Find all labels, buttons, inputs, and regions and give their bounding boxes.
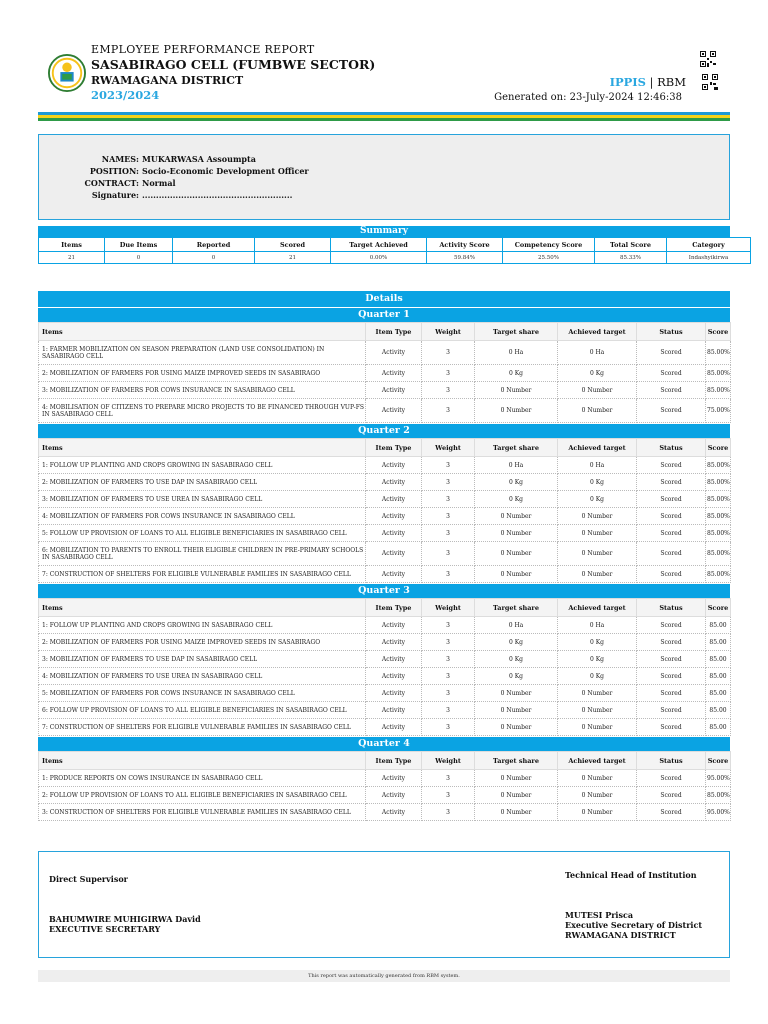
summary-header-cell: Scored <box>255 238 331 252</box>
table-cell: Scored <box>637 668 706 685</box>
table-cell: Scored <box>637 719 706 736</box>
table-cell: 85.00 <box>706 634 731 651</box>
names-label: NAMES: <box>101 154 139 164</box>
details-header-cell: Items <box>39 752 366 770</box>
table-cell: Scored <box>637 365 706 382</box>
quarter-table <box>38 751 731 821</box>
table-row <box>39 508 731 525</box>
table-cell: 0 Number <box>558 702 637 719</box>
table-cell: Activity <box>366 474 422 491</box>
details-header-cell: Target share <box>475 323 558 341</box>
table-cell: 0 Ha <box>558 341 637 365</box>
stripe-green <box>38 118 730 121</box>
table-cell: Scored <box>637 634 706 651</box>
details-header-cell: Achieved target <box>558 439 637 457</box>
signature-row <box>79 189 309 201</box>
table-cell: Activity <box>366 399 422 423</box>
summary-header-cell: Due Items <box>105 238 173 252</box>
item-description: 3: MOBILIZATION OF FARMERS TO USE UREA IN SASABIRAGO CELL <box>39 491 366 508</box>
table-cell: 0 Ha <box>558 457 637 474</box>
table-row <box>39 770 731 787</box>
table-cell: 0 Ha <box>558 617 637 634</box>
details-header-cell: Weight <box>422 439 475 457</box>
item-description: 5: MOBILIZATION OF FARMERS FOR COWS INSURANCE IN SASABIRAGO CELL <box>39 685 366 702</box>
contract-label: CONTRACT: <box>84 178 139 188</box>
table-cell: 0 Ha <box>475 341 558 365</box>
technical-head-label: Technical Head of Institution <box>565 870 697 880</box>
table-cell: 3 <box>422 457 475 474</box>
table-cell: Activity <box>366 566 422 583</box>
table-cell: 0 Kg <box>475 491 558 508</box>
table-cell: 0 Number <box>558 804 637 821</box>
item-description: 4: MOBILIZATION OF FARMERS TO USE UREA IN SASABIRAGO CELL <box>39 668 366 685</box>
table-cell: Activity <box>366 719 422 736</box>
table-cell: 3 <box>422 525 475 542</box>
item-description: 1: FOLLOW UP PLANTING AND CROPS GROWING IN SASABIRAGO CELL <box>39 617 366 634</box>
table-cell: 85.00% <box>706 365 731 382</box>
summary-value-cell: 0 <box>173 252 255 264</box>
item-description: 1: FARMER MOBILIZATION ON SEASON PREPARATION (LAND USE CONSOLIDATION) IN SASABIRAGO CELL <box>39 341 366 365</box>
head-name: MUTESI Prisca <box>565 910 634 920</box>
details-header-cell: Status <box>637 599 706 617</box>
item-description: 5: FOLLOW UP PROVISION OF LOANS TO ALL ELIGIBLE BENEFICIARIES IN SASABIRAGO CELL <box>39 525 366 542</box>
table-cell: Scored <box>637 566 706 583</box>
supervisor-block <box>49 914 201 934</box>
table-cell: Scored <box>637 787 706 804</box>
table-cell: 0 Number <box>558 787 637 804</box>
details-header-cell: Score <box>706 599 731 617</box>
table-cell: 3 <box>422 685 475 702</box>
details-header-cell: Weight <box>422 323 475 341</box>
table-cell: Activity <box>366 804 422 821</box>
table-cell: 85.00 <box>706 651 731 668</box>
table-cell: 3 <box>422 542 475 566</box>
item-description: 3: CONSTRUCTION OF SHELTERS FOR ELIGIBLE VULNERABLE FAMILIES IN SASABIRAGO CELL <box>39 804 366 821</box>
details-header-cell: Weight <box>422 752 475 770</box>
details-header-cell: Score <box>706 752 731 770</box>
quarter-title: Quarter 4 <box>38 737 730 751</box>
table-cell: 0 Number <box>475 702 558 719</box>
qr-code-icon <box>702 74 718 90</box>
table-cell: 85.00% <box>706 508 731 525</box>
table-cell: 0 Number <box>558 399 637 423</box>
item-description: 2: MOBILIZATION OF FARMERS FOR USING MAIZE IMPROVED SEEDS IN SASABIRAGO <box>39 634 366 651</box>
quarter-table <box>38 598 731 736</box>
table-row <box>39 685 731 702</box>
table-row <box>39 702 731 719</box>
table-cell: 0 Number <box>475 399 558 423</box>
table-cell: Activity <box>366 542 422 566</box>
item-description: 7: CONSTRUCTION OF SHELTERS FOR ELIGIBLE VULNERABLE FAMILIES IN SASABIRAGO CELL <box>39 566 366 583</box>
table-row <box>39 457 731 474</box>
table-cell: 0 Kg <box>558 491 637 508</box>
summary-value-cell: 0 <box>105 252 173 264</box>
table-cell: 3 <box>422 474 475 491</box>
item-description: 4: MOBILISATION OF CITIZENS TO PREPARE MICRO PROJECTS TO BE FINANCED THROUGH VUP-FS IN SASABIRAGO CELL <box>39 399 366 423</box>
position-label: POSITION: <box>89 166 139 176</box>
employee-name: MUKARWASA Assoumpta <box>142 154 256 164</box>
details-header-cell: Target share <box>475 439 558 457</box>
rwanda-coat-of-arms-icon <box>48 54 86 92</box>
report-header <box>38 38 730 118</box>
table-cell: 0 Number <box>475 508 558 525</box>
table-cell: Activity <box>366 617 422 634</box>
table-cell: 85.00 <box>706 702 731 719</box>
table-cell: Activity <box>366 685 422 702</box>
summary-header-cell: Items <box>39 238 105 252</box>
summary-value-cell: 21 <box>39 252 105 264</box>
table-row <box>39 474 731 491</box>
table-cell: 0 Number <box>558 508 637 525</box>
table-cell: 0 Number <box>475 719 558 736</box>
table-cell: 0 Number <box>475 770 558 787</box>
table-cell: Activity <box>366 787 422 804</box>
table-cell: Activity <box>366 668 422 685</box>
table-cell: 85.00% <box>706 566 731 583</box>
qr-code-icon <box>700 51 716 67</box>
details-header-row <box>39 439 731 457</box>
table-cell: Scored <box>637 341 706 365</box>
table-cell: Scored <box>637 508 706 525</box>
table-cell: 85.00% <box>706 382 731 399</box>
table-cell: 0 Number <box>558 719 637 736</box>
table-cell: Activity <box>366 491 422 508</box>
item-description: 6: FOLLOW UP PROVISION OF LOANS TO ALL ELIGIBLE BENEFICIARIES IN SASABIRAGO CELL <box>39 702 366 719</box>
table-row <box>39 566 731 583</box>
details-header-cell: Score <box>706 439 731 457</box>
table-cell: 0 Kg <box>558 651 637 668</box>
table-cell: 0 Number <box>475 804 558 821</box>
table-cell: 0 Kg <box>558 474 637 491</box>
table-cell: Scored <box>637 457 706 474</box>
table-cell: Scored <box>637 651 706 668</box>
supervisor-title: EXECUTIVE SECRETARY <box>49 924 161 934</box>
table-row <box>39 491 731 508</box>
table-row <box>39 634 731 651</box>
table-cell: 0 Number <box>558 382 637 399</box>
signature-line: ...................................................... <box>142 190 293 200</box>
details-header-cell: Status <box>637 323 706 341</box>
table-cell: Scored <box>637 491 706 508</box>
table-cell: Scored <box>637 525 706 542</box>
table-cell: 0 Number <box>475 542 558 566</box>
table-cell: 0 Ha <box>475 457 558 474</box>
summary-value-cell: 25.50% <box>503 252 595 264</box>
head-title: Executive Secretary of District <box>565 920 703 930</box>
signature-label: Signature: <box>91 190 139 200</box>
details-header-cell: Item Type <box>366 323 422 341</box>
table-cell: 85.00 <box>706 617 731 634</box>
table-cell: 95.00% <box>706 804 731 821</box>
table-cell: 85.00 <box>706 685 731 702</box>
table-cell: 0 Number <box>558 542 637 566</box>
supervisor-name: BAHUMWIRE MUHIGIRWA David <box>49 914 201 924</box>
names-row <box>79 153 309 165</box>
table-cell: 3 <box>422 617 475 634</box>
employee-contract: Normal <box>142 178 176 188</box>
table-cell: 0 Number <box>475 382 558 399</box>
position-row <box>79 165 309 177</box>
table-cell: Scored <box>637 685 706 702</box>
quarter-title: Quarter 1 <box>38 308 730 322</box>
table-cell: Activity <box>366 525 422 542</box>
table-cell: 85.00% <box>706 787 731 804</box>
table-cell: Scored <box>637 804 706 821</box>
table-row <box>39 341 731 365</box>
table-row <box>39 668 731 685</box>
details-header-cell: Achieved target <box>558 323 637 341</box>
table-cell: Activity <box>366 365 422 382</box>
head-org: RWAMAGANA DISTRICT <box>565 930 676 940</box>
table-cell: Activity <box>366 382 422 399</box>
table-cell: Activity <box>366 634 422 651</box>
summary-table <box>38 237 751 264</box>
table-cell: Activity <box>366 770 422 787</box>
details-header-cell: Status <box>637 439 706 457</box>
summary-header-cell: Reported <box>173 238 255 252</box>
separator: | <box>645 75 658 89</box>
summary-section <box>38 226 730 264</box>
direct-supervisor-label: Direct Supervisor <box>49 874 128 884</box>
ippis-rbm-label <box>610 75 686 89</box>
summary-value-cell: 59.84% <box>427 252 503 264</box>
summary-values-row <box>39 252 751 264</box>
item-description: 6: MOBILIZATION TO PARENTS TO ENROLL THEIR ELIGIBLE CHILDREN IN PRE-PRIMARY SCHOOLS IN SASABIRAGO CELL <box>39 542 366 566</box>
item-description: 2: FOLLOW UP PROVISION OF LOANS TO ALL ELIGIBLE BENEFICIARIES IN SASABIRAGO CELL <box>39 787 366 804</box>
table-cell: 0 Number <box>558 770 637 787</box>
table-cell: 3 <box>422 787 475 804</box>
table-cell: 3 <box>422 566 475 583</box>
table-cell: 0 Number <box>475 525 558 542</box>
summary-value-cell: Indashyikirwa <box>667 252 751 264</box>
table-cell: 0 Number <box>558 685 637 702</box>
summary-value-cell: 0.00% <box>331 252 427 264</box>
table-cell: 0 Kg <box>475 365 558 382</box>
ippis-label: IPPIS <box>609 75 646 89</box>
table-cell: 3 <box>422 365 475 382</box>
table-cell: 85.00% <box>706 457 731 474</box>
generated-timestamp: Generated on: 23-July-2024 12:46:38 <box>494 92 682 103</box>
table-row <box>39 719 731 736</box>
table-cell: 3 <box>422 399 475 423</box>
cell-name: SASABIRAGO CELL (FUMBWE SECTOR) <box>91 57 376 72</box>
table-row <box>39 382 731 399</box>
item-description: 2: MOBILIZATION OF FARMERS FOR USING MAIZE IMPROVED SEEDS IN SASABIRAGO <box>39 365 366 382</box>
table-cell: 85.00% <box>706 341 731 365</box>
table-cell: 3 <box>422 719 475 736</box>
table-cell: 95.00% <box>706 770 731 787</box>
table-cell: 3 <box>422 634 475 651</box>
fiscal-year: 2023/2024 <box>91 88 160 102</box>
details-header-cell: Target share <box>475 752 558 770</box>
table-cell: Activity <box>366 457 422 474</box>
details-header-cell: Item Type <box>366 752 422 770</box>
details-header-row <box>39 752 731 770</box>
summary-title: Summary <box>38 226 730 237</box>
district-name: RWAMAGANA DISTRICT <box>91 74 244 87</box>
summary-header-cell: Category <box>667 238 751 252</box>
quarter-title: Quarter 3 <box>38 584 730 598</box>
details-header-cell: Score <box>706 323 731 341</box>
table-cell: 0 Kg <box>475 651 558 668</box>
table-cell: 0 Number <box>558 525 637 542</box>
table-cell: 3 <box>422 770 475 787</box>
table-cell: Activity <box>366 508 422 525</box>
details-header-cell: Achieved target <box>558 752 637 770</box>
table-row <box>39 651 731 668</box>
report-type: EMPLOYEE PERFORMANCE REPORT <box>91 43 315 56</box>
details-header-cell: Status <box>637 752 706 770</box>
item-description: 2: MOBILIZATION OF FARMERS TO USE DAP IN SASABIRAGO CELL <box>39 474 366 491</box>
table-cell: 3 <box>422 651 475 668</box>
summary-header-cell: Competency Score <box>503 238 595 252</box>
table-cell: 3 <box>422 341 475 365</box>
table-cell: Scored <box>637 474 706 491</box>
table-cell: 0 Kg <box>558 365 637 382</box>
table-cell: Scored <box>637 770 706 787</box>
table-cell: 85.00 <box>706 668 731 685</box>
table-cell: 3 <box>422 804 475 821</box>
summary-header-cell: Total Score <box>595 238 667 252</box>
table-cell: 3 <box>422 491 475 508</box>
item-description: 7: CONSTRUCTION OF SHELTERS FOR ELIGIBLE VULNERABLE FAMILIES IN SASABIRAGO CELL <box>39 719 366 736</box>
employee-position: Socio-Economic Development Officer <box>142 166 309 176</box>
table-cell: Scored <box>637 702 706 719</box>
quarter-title: Quarter 2 <box>38 424 730 438</box>
table-cell: 0 Number <box>475 787 558 804</box>
contract-row <box>79 177 309 189</box>
table-cell: 0 Kg <box>558 634 637 651</box>
summary-value-cell: 21 <box>255 252 331 264</box>
table-cell: 85.00% <box>706 525 731 542</box>
table-row <box>39 804 731 821</box>
quarter-table <box>38 438 731 583</box>
table-cell: 85.00% <box>706 474 731 491</box>
table-cell: Scored <box>637 617 706 634</box>
table-cell: Scored <box>637 542 706 566</box>
details-header-row <box>39 323 731 341</box>
details-header-cell: Items <box>39 323 366 341</box>
table-row <box>39 525 731 542</box>
details-header-cell: Item Type <box>366 439 422 457</box>
table-cell: 0 Kg <box>558 668 637 685</box>
table-cell: 0 Number <box>475 566 558 583</box>
details-header-cell: Item Type <box>366 599 422 617</box>
item-description: 3: MOBILIZATION OF FARMERS FOR COWS INSURANCE IN SASABIRAGO CELL <box>39 382 366 399</box>
table-cell: 3 <box>422 382 475 399</box>
table-cell: Scored <box>637 382 706 399</box>
item-description: 3: MOBILIZATION OF FARMERS TO USE DAP IN SASABIRAGO CELL <box>39 651 366 668</box>
details-section <box>38 291 730 821</box>
item-description: 4: MOBILIZATION OF FARMERS FOR COWS INSURANCE IN SASABIRAGO CELL <box>39 508 366 525</box>
table-cell: 85.00 <box>706 719 731 736</box>
table-row <box>39 399 731 423</box>
table-cell: Activity <box>366 341 422 365</box>
employee-info-box <box>38 134 730 220</box>
head-block <box>565 910 702 940</box>
table-cell: 0 Kg <box>475 474 558 491</box>
details-header-row <box>39 599 731 617</box>
summary-header-row <box>39 238 751 252</box>
footer-note: This report was automatically generated from RBM system. <box>38 970 730 982</box>
details-header-cell: Items <box>39 439 366 457</box>
rbm-label: RBM <box>657 75 686 89</box>
item-description: 1: PRODUCE REPORTS ON COWS INSURANCE IN SASABIRAGO CELL <box>39 770 366 787</box>
table-cell: 0 Kg <box>475 634 558 651</box>
table-cell: 75.00% <box>706 399 731 423</box>
item-description: 1: FOLLOW UP PLANTING AND CROPS GROWING IN SASABIRAGO CELL <box>39 457 366 474</box>
table-cell: 85.00% <box>706 542 731 566</box>
table-cell: 0 Kg <box>475 668 558 685</box>
signatures-box <box>38 851 730 958</box>
table-cell: Activity <box>366 702 422 719</box>
table-row <box>39 542 731 566</box>
table-cell: Scored <box>637 399 706 423</box>
details-header-cell: Target share <box>475 599 558 617</box>
details-title: Details <box>38 291 730 307</box>
flag-stripes <box>38 112 730 121</box>
summary-value-cell: 85.33% <box>595 252 667 264</box>
table-row <box>39 365 731 382</box>
summary-header-cell: Target Achieved <box>331 238 427 252</box>
quarter-table <box>38 322 731 423</box>
table-cell: 0 Number <box>558 566 637 583</box>
table-cell: 3 <box>422 702 475 719</box>
table-cell: 0 Number <box>475 685 558 702</box>
details-header-cell: Items <box>39 599 366 617</box>
table-cell: 85.00% <box>706 491 731 508</box>
details-header-cell: Weight <box>422 599 475 617</box>
details-header-cell: Achieved target <box>558 599 637 617</box>
table-row <box>39 617 731 634</box>
table-cell: 3 <box>422 508 475 525</box>
table-cell: 3 <box>422 668 475 685</box>
table-row <box>39 787 731 804</box>
table-cell: Activity <box>366 651 422 668</box>
summary-header-cell: Activity Score <box>427 238 503 252</box>
table-cell: 0 Ha <box>475 617 558 634</box>
